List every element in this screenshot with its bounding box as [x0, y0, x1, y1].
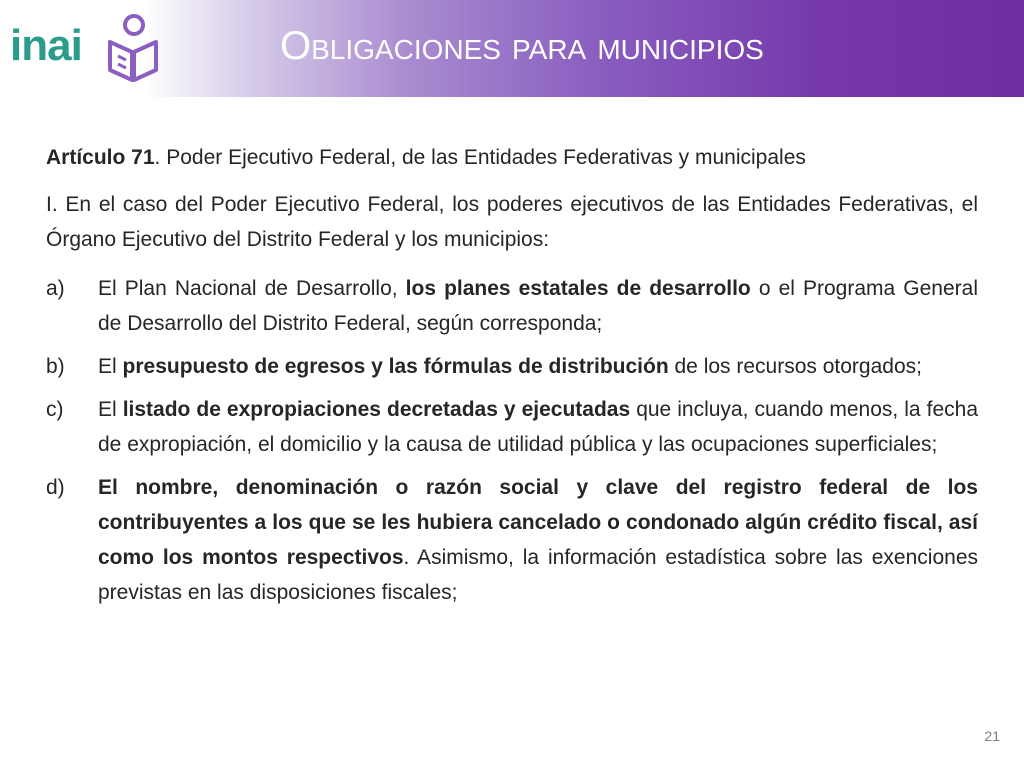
list-marker: b) — [46, 355, 65, 378]
list-item — [46, 349, 978, 384]
page-number: 21 — [984, 728, 1000, 744]
article-label: Artículo 71 — [46, 146, 155, 169]
list-marker: c) — [46, 398, 64, 421]
item-bold-text: El nombre, denominación o razón social y clave del registro federal de los contribuyentes a los que se les hubiera cancelado o condonado algún crédito fiscal, así como los montos respectivos — [98, 476, 978, 569]
item-text: El — [98, 355, 123, 378]
article-intro: I. En el caso del Poder Ejecutivo Federal, los poderes ejecutivos de las Entidades Federativas, el Órgano Ejecutivo del Distrito Federal y los municipios: — [46, 193, 978, 251]
list-marker: a) — [46, 277, 65, 300]
item-bold-text: listado de expropiaciones decretadas y ejecutadas — [122, 398, 631, 421]
item-bold-text: los planes estatales de desarrollo — [405, 277, 751, 300]
list-marker: d) — [46, 476, 65, 499]
item-text: o el Programa General de Desarrollo del Distrito Federal, según corresponda; — [98, 277, 978, 335]
inai-logo — [10, 12, 160, 84]
item-bold-text: presupuesto de egresos y las fórmulas de distribución — [122, 355, 669, 378]
item-text: El Plan Nacional de Desarrollo, — [98, 277, 406, 300]
item-text: que incluya, cuando menos, la fecha de expropiación, el domicilio y la causa de utilidad pública y las ocupaciones superficiales; — [98, 398, 978, 456]
item-text: de los recursos otorgados; — [668, 355, 922, 378]
list-item — [46, 392, 978, 462]
slide-header — [0, 0, 1024, 97]
list-item — [46, 470, 978, 610]
list-item — [46, 271, 978, 341]
article-heading — [46, 140, 978, 175]
item-text: . Asimismo, la información estadística sobre las exenciones previstas en las disposiciones fiscales; — [98, 546, 978, 604]
inai-person-book-icon — [106, 12, 160, 84]
article-title: . Poder Ejecutivo Federal, de las Entidades Federativas y municipales — [154, 146, 806, 169]
slide-title: Obligaciones para municipios — [280, 24, 764, 68]
slide-content — [46, 140, 978, 618]
logo-text: inai — [10, 21, 82, 70]
item-text: El — [98, 398, 123, 421]
